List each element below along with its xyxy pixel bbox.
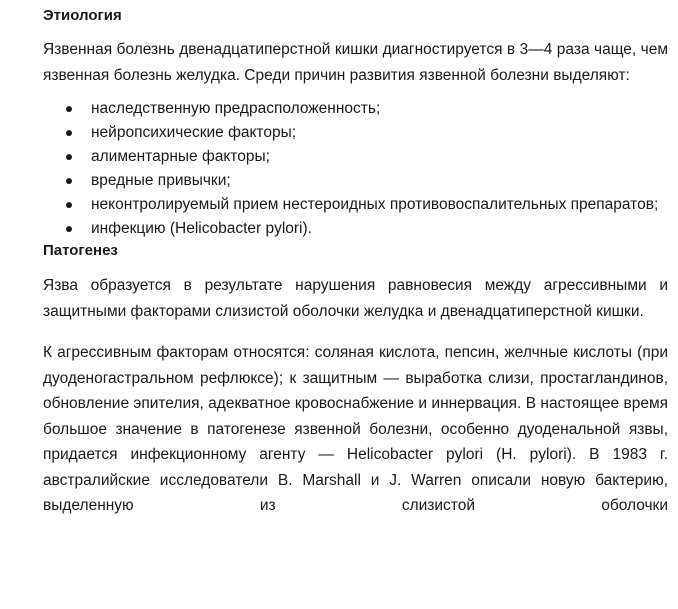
etiology-intro-paragraph: Язвенная болезнь двенадцатиперстной кишки диагностируется в 3—4 раза чаще, чем язвенная болезнь желудка. Среди причин развития язвенной болезни выделяют: [43,41,668,84]
list-item [43,121,668,145]
list-item-text: вредные привычки; [91,172,231,189]
pathogenesis-heading: Патогенез [43,242,118,259]
causes-list [43,97,668,241]
bullet-icon [66,106,72,112]
list-item-text: алиментарные факторы; [91,148,270,165]
list-item-text: неконтролируемый прием нестероидных противовоспалительных препаратов; [91,196,659,213]
pathogenesis-paragraph-1: Язва образуется в результате нарушения равновесия между агрессивными и защитными факторами слизистой оболочки желудка и двенадцатиперстной кишки. [43,277,668,320]
list-item-text: нейропсихические факторы; [91,124,297,141]
list-item [43,193,668,217]
bullet-icon [66,202,72,208]
list-item [43,217,668,241]
list-item [43,169,668,193]
etiology-heading: Этиология [43,7,122,24]
bullet-icon [66,130,72,136]
list-item-text: наследственную предрасположенность; [91,100,381,117]
pathogenesis-paragraph-2: К агрессивным факторам относятся: соляная кислота, пепсин, желчные кислоты (при дуоденогастральном рефлюксе); к защитным — выработка слизи, простагландинов, обновление эпителия, адекватное кровоснабжение и иннервация. В настоящее время большое значение в патогенезе язвенной болезни, особенно дуоденальной язвы, придается инфекционному агенту — Helicobacter pylori (H. pylori). В 1983 г. австралийские исследователи B. Marshall и J. Warren описали новую бактерию, выделенную из слизистой оболочки [43,344,668,514]
document-page [43,0,668,519]
list-item [43,97,668,121]
bullet-icon [66,178,72,184]
list-item-text: инфекцию (Helicobacter pylori). [91,220,312,237]
list-item [43,145,668,169]
bullet-icon [66,154,72,160]
bullet-icon [66,226,72,232]
